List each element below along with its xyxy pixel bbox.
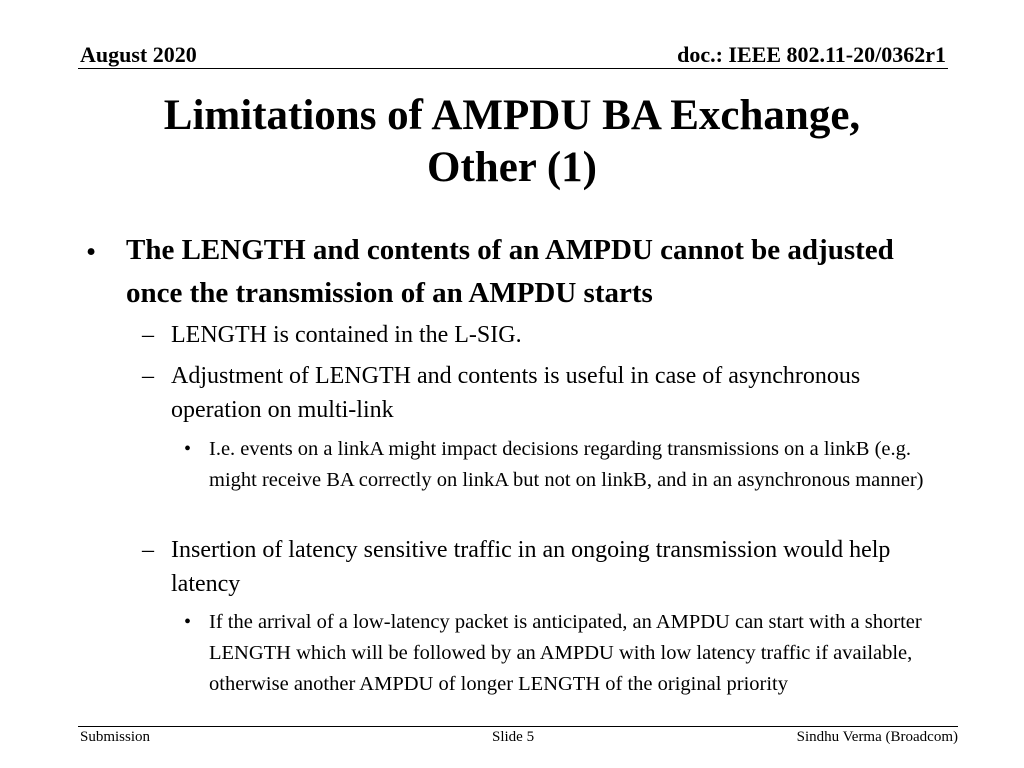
dash-marker: – [142, 363, 154, 389]
header-doc-id: doc.: IEEE 802.11-20/0362r1 [677, 42, 946, 67]
footer-divider [78, 726, 958, 727]
footer-author: Sindhu Verma (Broadcom) [796, 729, 958, 745]
slide-title-line-1: Limitations of AMPDU BA Exchange, [163, 92, 861, 139]
bullet-marker: • [184, 438, 192, 460]
bullet-main-text: The LENGTH and contents of an AMPDU cannot be adjusted once the transmission of an AMPDU starts [126, 234, 894, 309]
sub-bullet-2-text: Adjustment of LENGTH and contents is useful in case of asynchronous operation on multi-link [171, 363, 861, 423]
sub-bullet-1-text: LENGTH is contained in the L-SIG. [171, 322, 522, 348]
header-date: August 2020 [80, 42, 197, 67]
bullet-marker: • [86, 236, 97, 268]
footer-submission: Submission [80, 729, 151, 745]
sub-bullet-3-text: Insertion of latency sensitive traffic in an ongoing transmission would help latency [171, 537, 891, 597]
bullet-marker: • [184, 611, 192, 633]
sub-bullet-2-detail-text: I.e. events on a linkA might impact decisions regarding transmissions on a linkB (e.g. might receive BA correctly on linkA but not on linkB, and in an asynchronous manner) [209, 438, 924, 491]
dash-marker: – [142, 322, 154, 348]
footer-slide-number: Slide 5 [492, 729, 535, 745]
dash-marker: – [142, 537, 154, 563]
sub-bullet-3-detail-text: If the arrival of a low-latency packet is anticipated, an AMPDU can start with a shorter LENGTH which will be followed by an AMPDU with low latency traffic if available, otherwise another AMPDU of longer LENGTH of the original priority [209, 611, 922, 695]
slide-title-line-2: Other (1) [427, 144, 597, 191]
